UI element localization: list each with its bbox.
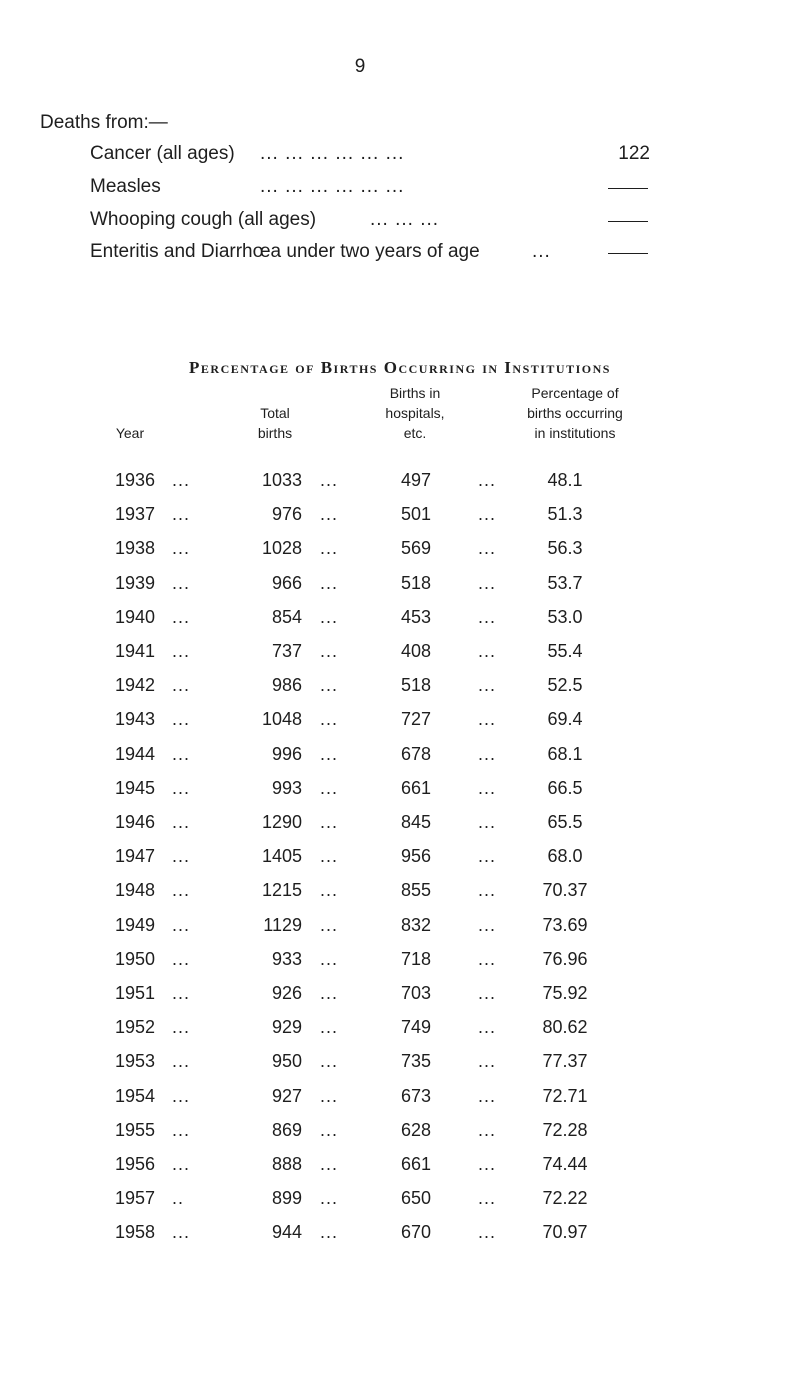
table-row [0,778,800,808]
year-cell: 1943 [115,709,156,730]
year-cell: 1940 [115,606,156,627]
percentage-cell: 74.44 [542,1154,588,1174]
header-line: Births in [389,385,441,401]
total-births-cell: 737 [271,641,302,661]
hospital-births-cell: 650 [400,1188,432,1209]
table-row [0,1086,800,1116]
leader-dots: ... [172,470,191,490]
year-cell: 1944 [115,743,156,764]
percentage-cell: 51.3 [547,504,583,525]
header-line: Total [260,405,290,421]
leader-dots: ... [172,846,191,867]
leader-dots: ... [172,914,191,935]
year-cell: 1953 [115,1051,156,1072]
leader-dots: ... ... ... ... ... ... [260,176,405,197]
percentage-cell: 73.69 [542,914,588,935]
leader-dots: ... [172,606,191,627]
table-row [0,1222,800,1252]
year-cell: 1951 [115,983,156,1003]
table-row [0,504,800,534]
total-births-cell: 966 [271,572,302,593]
nil-dash [608,188,648,189]
year-cell: 1937 [115,504,156,525]
total-births-cell: 944 [271,1222,302,1243]
total-births-cell: 986 [271,675,302,696]
percentage-cell: 75.92 [542,983,588,1003]
leader-dots: ... [320,777,339,798]
hospital-births-cell: 703 [400,983,432,1003]
leader-dots: ... [320,641,339,661]
total-births-cell: 1290 [261,812,302,832]
total-births-cell: 993 [271,777,302,798]
year-cell: 1947 [115,846,156,867]
death-row-measles [90,176,660,204]
table-title: Percentage of Births Occurring in Institutions [189,358,611,377]
leader-dots: ... [478,914,497,935]
percentage-cell: 70.37 [542,880,588,901]
total-births-cell: 929 [271,1017,302,1038]
leader-dots: ... [320,1119,339,1140]
leader-dots: ... [478,1085,497,1106]
table-row [0,538,800,568]
leader-dots: ... [172,880,191,901]
hospital-births-cell: 497 [400,470,432,490]
table-row [0,641,800,671]
year-cell: 1954 [115,1085,156,1106]
percentage-cell: 65.5 [547,812,583,832]
percentage-cell: 77.37 [542,1051,588,1072]
leader-dots: ... [320,1051,339,1072]
total-births-cell: 933 [271,948,302,969]
hospital-births-cell: 673 [400,1085,432,1106]
leader-dots: ... [478,709,497,730]
percentage-cell: 72.71 [542,1085,588,1106]
leader-dots: ... [478,777,497,798]
leader-dots: .. [172,1188,185,1209]
nil-dash [608,221,648,222]
death-row-enteritis [90,241,660,269]
death-label: Measles [90,176,161,197]
leader-dots: ... [320,470,339,490]
year-cell: 1939 [115,572,156,593]
year-cell: 1945 [115,777,156,798]
table-row [0,812,800,842]
total-births-cell: 1405 [261,846,302,867]
hospital-births-cell: 628 [400,1119,432,1140]
year-cell: 1957 [115,1188,156,1209]
percentage-cell: 80.62 [542,1017,588,1038]
leader-dots: ... [478,1119,497,1140]
leader-dots: ... [478,641,497,661]
leader-dots: ... ... ... [370,209,440,230]
year-cell: 1950 [115,948,156,969]
leader-dots: ... [172,675,191,696]
leader-dots: ... [478,812,497,832]
table-row [0,846,800,876]
year-cell: 1952 [115,1017,156,1038]
table-row [0,573,800,603]
leader-dots: ... [172,777,191,798]
leader-dots: ... [172,709,191,730]
leader-dots: ... [478,538,497,559]
header-line: Year [115,425,145,441]
percentage-cell: 76.96 [542,948,588,969]
leader-dots: ... [478,1051,497,1072]
leader-dots: ... [172,1017,191,1038]
total-births-cell: 899 [271,1188,302,1209]
leader-dots: ... [478,1222,497,1243]
leader-dots: ... [320,743,339,764]
header-line: hospitals, [385,405,445,421]
table-row [0,915,800,945]
year-cell: 1938 [115,538,156,559]
leader-dots: ... ... ... ... ... ... [260,143,405,164]
leader-dots: ... [320,606,339,627]
hospital-births-cell: 661 [400,1154,432,1174]
total-births-cell: 1048 [261,709,302,730]
hospital-births-cell: 718 [400,948,432,969]
leader-dots: ... [320,846,339,867]
percentage-cell: 72.28 [542,1119,588,1140]
hospital-births-cell: 727 [400,709,432,730]
leader-dots: ... [320,572,339,593]
hospital-births-cell: 855 [400,880,432,901]
leader-dots: ... [172,983,191,1003]
table-row [0,470,800,500]
hospital-births-cell: 518 [400,675,432,696]
table-row [0,1051,800,1081]
year-cell: 1936 [115,470,156,490]
nil-dash [608,253,648,254]
total-births-cell: 950 [271,1051,302,1072]
leader-dots: ... [320,675,339,696]
leader-dots: ... [172,1085,191,1106]
total-births-cell: 1033 [261,470,302,490]
hospital-births-cell: 832 [400,914,432,935]
total-births-cell: 996 [271,743,302,764]
leader-dots: ... [172,948,191,969]
percentage-cell: 68.0 [547,846,583,867]
percentage-cell: 55.4 [547,641,583,661]
header-line: Percentage of [531,385,619,401]
hospital-births-cell: 735 [400,1051,432,1072]
header-line: etc. [403,425,427,441]
year-cell: 1948 [115,880,156,901]
death-row-cancer [90,143,660,171]
death-label: Enteritis and Diarrhœa under two years of age [90,241,480,262]
leader-dots: ... [478,470,497,490]
leader-dots: ... [172,641,191,661]
total-births-cell: 927 [271,1085,302,1106]
leader-dots: ... [478,846,497,867]
percentage-cell: 56.3 [547,538,583,559]
death-label: Whooping cough (all ages) [90,209,317,230]
leader-dots: ... [320,1188,339,1209]
year-cell: 1956 [115,1154,156,1174]
col-head-percentage [500,383,650,443]
hospital-births-cell: 518 [400,572,432,593]
hospital-births-cell: 845 [400,812,432,832]
leader-dots: ... [320,538,339,559]
year-cell: 1941 [115,641,156,661]
page-number: 9 [354,56,366,77]
leader-dots: ... [478,1017,497,1038]
year-cell: 1958 [115,1222,156,1243]
table-row [0,983,800,1013]
percentage-cell: 48.1 [547,470,583,490]
table-row [0,1154,800,1184]
hospital-births-cell: 569 [400,538,432,559]
percentage-cell: 53.0 [547,606,583,627]
year-cell: 1942 [115,675,156,696]
total-births-cell: 869 [271,1119,302,1140]
table-row [0,607,800,637]
leader-dots: ... [478,880,497,901]
leader-dots: ... [320,1017,339,1038]
hospital-births-cell: 408 [400,641,432,661]
year-cell: 1946 [115,812,156,832]
percentage-cell: 52.5 [547,675,583,696]
leader-dots: ... [172,538,191,559]
death-label: Cancer (all ages) [90,143,235,164]
total-births-cell: 1215 [261,880,302,901]
percentage-cell: 72.22 [542,1188,588,1209]
leader-dots: ... [320,880,339,901]
leader-dots: ... [320,914,339,935]
leader-dots: ... [478,572,497,593]
hospital-births-cell: 749 [400,1017,432,1038]
leader-dots: ... [320,1085,339,1106]
table-row [0,675,800,705]
hospital-births-cell: 670 [400,1222,432,1243]
leader-dots: ... [478,983,497,1003]
hospital-births-cell: 453 [400,606,432,627]
header-line: in institutions [534,425,616,441]
leader-dots: ... [320,812,339,832]
death-value: 122 [618,143,650,164]
leader-dots: ... [320,504,339,525]
total-births-cell: 888 [271,1154,302,1174]
leader-dots: ... [320,1222,339,1243]
percentage-cell: 69.4 [547,709,583,730]
leader-dots: ... [320,948,339,969]
hospital-births-cell: 956 [400,846,432,867]
leader-dots: ... [320,1154,339,1174]
col-head-hospitals [360,383,470,443]
leader-dots: ... [478,948,497,969]
table-row [0,1188,800,1218]
leader-dots: ... [172,504,191,525]
leader-dots: ... [478,1154,497,1174]
leader-dots: ... [172,743,191,764]
leader-dots: ... [172,812,191,832]
leader-dots: ... [478,504,497,525]
header-line: births occurring [527,405,623,421]
hospital-births-cell: 678 [400,743,432,764]
total-births-cell: 854 [271,606,302,627]
leader-dots: ... [478,743,497,764]
col-head-year [100,423,160,443]
total-births-cell: 1028 [261,538,302,559]
header-line: births [257,425,293,441]
year-cell: 1949 [115,914,156,935]
deaths-heading: Deaths from:— [40,112,168,133]
leader-dots: ... [320,709,339,730]
year-cell: 1955 [115,1119,156,1140]
leader-dots: ... [478,606,497,627]
percentage-cell: 70.97 [542,1222,588,1243]
table-row [0,880,800,910]
leader-dots: ... [532,241,551,262]
leader-dots: ... [320,983,339,1003]
percentage-cell: 53.7 [547,572,583,593]
total-births-cell: 976 [271,504,302,525]
total-births-cell: 926 [271,983,302,1003]
leader-dots: ... [172,1051,191,1072]
percentage-cell: 66.5 [547,777,583,798]
hospital-births-cell: 661 [400,777,432,798]
table-row [0,709,800,739]
leader-dots: ... [172,1119,191,1140]
col-head-total [240,403,310,443]
percentage-cell: 68.1 [547,743,583,764]
table-row [0,744,800,774]
table-row [0,949,800,979]
table-row [0,1017,800,1047]
death-row-whooping-cough [90,209,660,237]
leader-dots: ... [172,1154,191,1174]
table-row [0,1120,800,1150]
total-births-cell: 1129 [263,914,302,935]
leader-dots: ... [172,1222,191,1243]
leader-dots: ... [172,572,191,593]
leader-dots: ... [478,1188,497,1209]
hospital-births-cell: 501 [400,504,432,525]
leader-dots: ... [478,675,497,696]
